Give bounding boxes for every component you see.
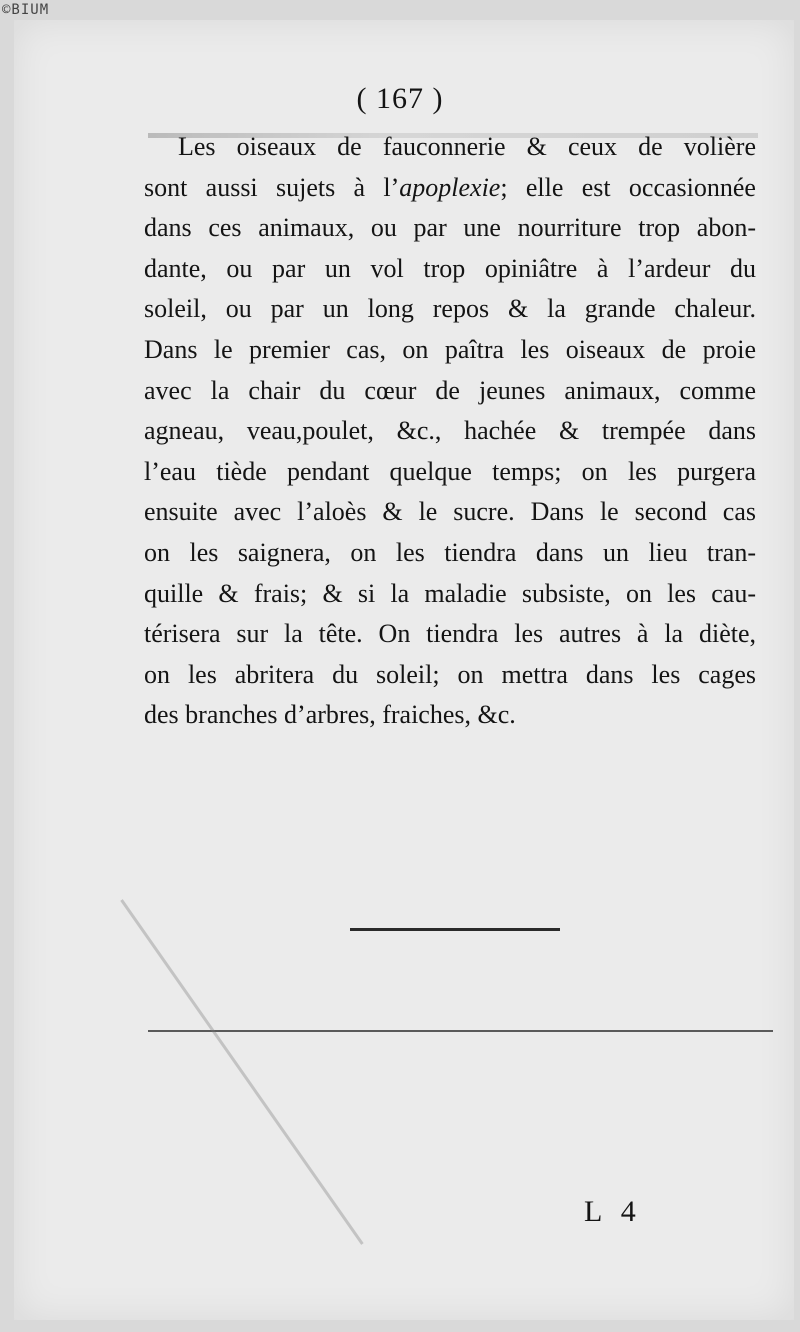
- text-line: on les abritera du soleil; on mettra dans les cages: [144, 659, 756, 689]
- text-line: on les saignera, on les tiendra dans un lieu tran-: [144, 537, 756, 567]
- text-line: soleil, ou par un long repos & la grande chaleur.: [144, 294, 756, 324]
- italic-term: apoplexie: [399, 172, 501, 202]
- text-line: dante, ou par un vol trop opiniâtre à l’ardeur du: [144, 253, 756, 283]
- text-line: Dans le premier cas, on paîtra les oiseaux de proie: [144, 334, 756, 364]
- signature-mark: L 4: [584, 1195, 642, 1228]
- footnote-rule: [148, 1030, 773, 1032]
- text-line: quille & frais; & si la maladie subsiste, on les cau-: [144, 578, 756, 608]
- text-line: ensuite avec l’aloès & le sucre. Dans le second cas: [144, 497, 756, 527]
- text-line: sont aussi sujets à l’apoplexie; elle est occasionnée: [144, 172, 756, 202]
- section-rule: [350, 928, 560, 931]
- body-paragraph: [144, 127, 756, 736]
- text-line: des branches d’arbres, fraiches, &c.: [144, 700, 516, 730]
- text-line: térisera sur la tête. On tiendra les autres à la diète,: [144, 619, 756, 649]
- text-line: agneau, veau,poulet, &c., hachée & trempée dans: [144, 416, 756, 446]
- watermark: ©BIUM: [2, 2, 50, 18]
- text-line: avec la chair du cœur de jeunes animaux, comme: [144, 375, 756, 405]
- text-line: l’eau tiède pendant quelque temps; on les purgera: [144, 456, 756, 486]
- text-line: dans ces animaux, ou par une nourriture trop abon-: [144, 213, 756, 243]
- page-number: ( 167 ): [356, 82, 444, 115]
- text-line: Les oiseaux de fauconnerie & ceux de volière: [178, 132, 756, 161]
